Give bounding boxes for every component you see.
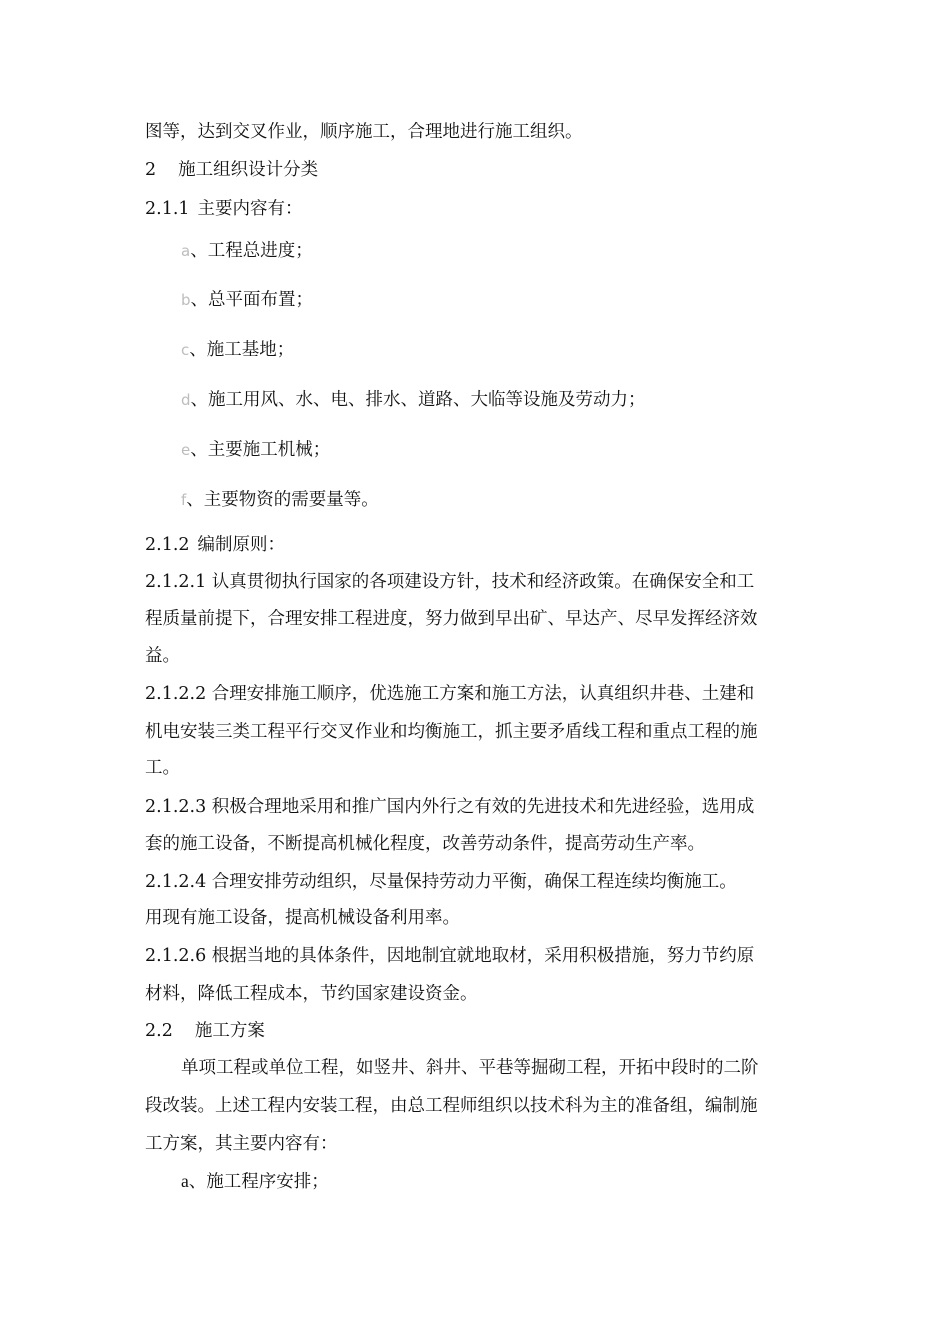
heading-text: 编制原则： — [197, 535, 286, 555]
paragraph-line: 程质量前提下，合理安排工程进度，努力做到早出矿、早达产、尽早发挥经济效 — [145, 609, 758, 629]
paragraph-line: 2.1.2.6 根据当地的具体条件，因地制宜就地取材，采用积极措施，努力节约原 — [145, 946, 755, 966]
list-marker: e — [181, 441, 191, 459]
section-heading-2-1-1 — [145, 198, 303, 220]
list-marker: a — [181, 1171, 189, 1191]
section-heading-2-1-2 — [145, 534, 285, 556]
paragraph-line: 工方案，其主要内容有： — [145, 1134, 338, 1154]
paragraph-line: 2.1.2.2 合理安排施工顺序，优选施工方案和施工方法，认真组织井巷、土建和 — [145, 684, 755, 704]
list-marker: c — [181, 341, 190, 359]
list-marker: f — [181, 491, 187, 509]
paragraph-line: 单项工程或单位工程，如竖井、斜井、平巷等掘砌工程，开拓中段时的二阶 — [181, 1058, 759, 1078]
paragraph-line: 2.1.2.1 认真贯彻执行国家的各项建设方针，技术和经济政策。在确保安全和工 — [145, 572, 755, 592]
list-item — [181, 240, 313, 262]
paragraph-line: 益。 — [145, 646, 180, 666]
list-marker: a — [181, 242, 191, 260]
paragraph-line: 套的施工设备，不断提高机械化程度，改善劳动条件，提高劳动生产率。 — [145, 834, 705, 854]
list-item — [181, 289, 313, 311]
list-item — [181, 389, 646, 411]
list-item — [181, 339, 294, 361]
section-heading-2-2 — [145, 1020, 265, 1042]
list-item-text: 、总平面布置； — [190, 290, 314, 310]
list-item-text: 、主要施工机械； — [190, 440, 331, 460]
list-marker: b — [181, 291, 191, 309]
heading-number: 2.1.2 — [145, 535, 190, 555]
paragraph-line: 图等，达到交叉作业，顺序施工，合理地进行施工组织。 — [145, 122, 583, 142]
list-marker: d — [181, 391, 191, 409]
list-item — [181, 489, 379, 511]
list-item-text: 、施工程序安排； — [188, 1172, 329, 1192]
paragraph-line: 2.1.2.4 合理安排劳动组织，尽量保持劳动力平衡，确保工程连续均衡施工。 — [145, 872, 737, 892]
list-item — [181, 439, 330, 461]
paragraph-line: 工。 — [145, 758, 180, 778]
list-item-text: 、工程总进度； — [190, 241, 313, 261]
list-item-text: 、主要物资的需要量等。 — [186, 490, 379, 510]
list-item-text: 、施工基地； — [189, 340, 295, 360]
paragraph-line: 用现有施工设备，提高机械设备利用率。 — [145, 908, 460, 928]
heading-number: 2 — [145, 160, 157, 180]
paragraph-line: 2.1.2.3 积极合理地采用和推广国内外行之有效的先进技术和先进经验，选用成 — [145, 797, 755, 817]
heading-number: 2.1.1 — [145, 199, 190, 219]
list-item — [181, 1170, 329, 1193]
paragraph-line: 机电安装三类工程平行交叉作业和均衡施工，抓主要矛盾线工程和重点工程的施 — [145, 722, 758, 742]
heading-text: 施工方案 — [194, 1021, 265, 1041]
section-heading-2 — [145, 159, 318, 181]
paragraph-line: 段改装。上述工程内安装工程，由总工程师组织以技术科为主的准备组，编制施 — [145, 1096, 758, 1116]
paragraph-line: 材料，降低工程成本，节约国家建设资金。 — [145, 984, 478, 1004]
heading-text: 施工组织设计分类 — [178, 160, 319, 180]
list-item-text: 、施工用风、水、电、排水、道路、大临等设施及劳动力； — [190, 390, 646, 410]
heading-number: 2.2 — [145, 1021, 173, 1041]
heading-text: 主要内容有： — [197, 199, 303, 219]
